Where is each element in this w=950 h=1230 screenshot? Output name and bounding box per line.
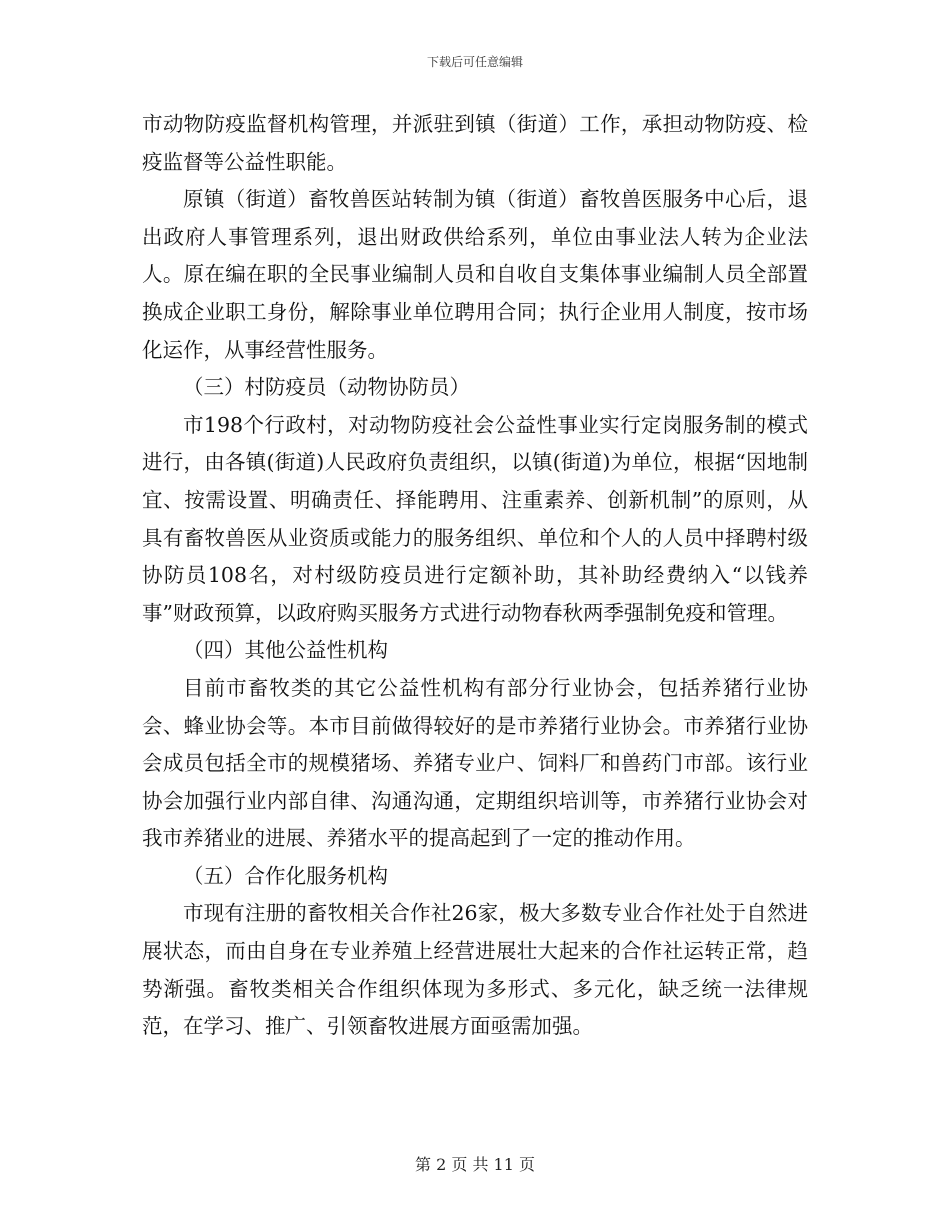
paragraph-other-public-institutions: 目前市畜牧类的其它公益性机构有部分行业协会，包括养猪行业协会、蜂业协会等。本市目前做得较好的是市养猪行业协会。市养猪行业协会成员包括全市的规模猪场、养猪专业户、饲料厂和兽药门市部。该行业协会加强行业内部自律、沟通沟通，定期组织培训等，市养猪行业协会对我市养猪业的进展、养猪水平的提高起到了一定的推动作用。: [142, 675, 808, 851]
paragraph-continuation: 市动物防疫监督机构管理，并派驻到镇（街道）工作，承担动物防疫、检疫监督等公益性职能。: [142, 112, 808, 174]
page-header-note: 下载后可任意编辑: [426, 55, 523, 69]
section-heading-cooperative-service: （五）合作化服务机构: [183, 863, 388, 888]
section-heading-other-public-institutions: （四）其他公益性机构: [183, 638, 388, 663]
page-number: 第 2 页 共 11 页: [415, 1155, 535, 1174]
paragraph-station-conversion: 原镇（街道）畜牧兽医站转制为镇（街道）畜牧兽医服务中心后，退出政府人事管理系列，退出财政供给系列，单位由事业法人转为企业法人。原在编在职的全民事业编制人员和自收自支集体事业编制人员全部置换成企业职工身份，解除事业单位聘用合同；执行企业用人制度，按市场化运作，从事经营性服务。: [142, 187, 808, 362]
document-body: [142, 106, 808, 1046]
section-heading-village-epidemic-staff: （三）村防疫员（动物协防员）: [183, 375, 470, 400]
paragraph-cooperative-service: 市现有注册的畜牧相关合作社26家，极大多数专业合作社处于自然进展状态，而由自身在专业养殖上经营进展壮大起来的合作社运转正常，趋势渐强。畜牧类相关合作组织体现为多形式、多元化，缺乏统一法律规范，在学习、推广、引领畜牧进展方面亟需加强。: [142, 901, 808, 1039]
paragraph-village-epidemic-staff: 市198个行政村，对动物防疫社会公益性事业实行定岗服务制的模式进行，由各镇(街道)人民政府负责组织，以镇(街道)为单位，根据“因地制宜、按需设置、明确责任、择能聘用、注重素养、创新机制”的原则，从具有畜牧兽医从业资质或能力的服务组织、单位和个人的人员中择聘村级协防员108名，对村级防疫员进行定额补助，其补助经费纳入“以钱养事”财政预算，以政府购买服务方式进行动物春秋两季强制免疫和管理。: [142, 412, 808, 625]
